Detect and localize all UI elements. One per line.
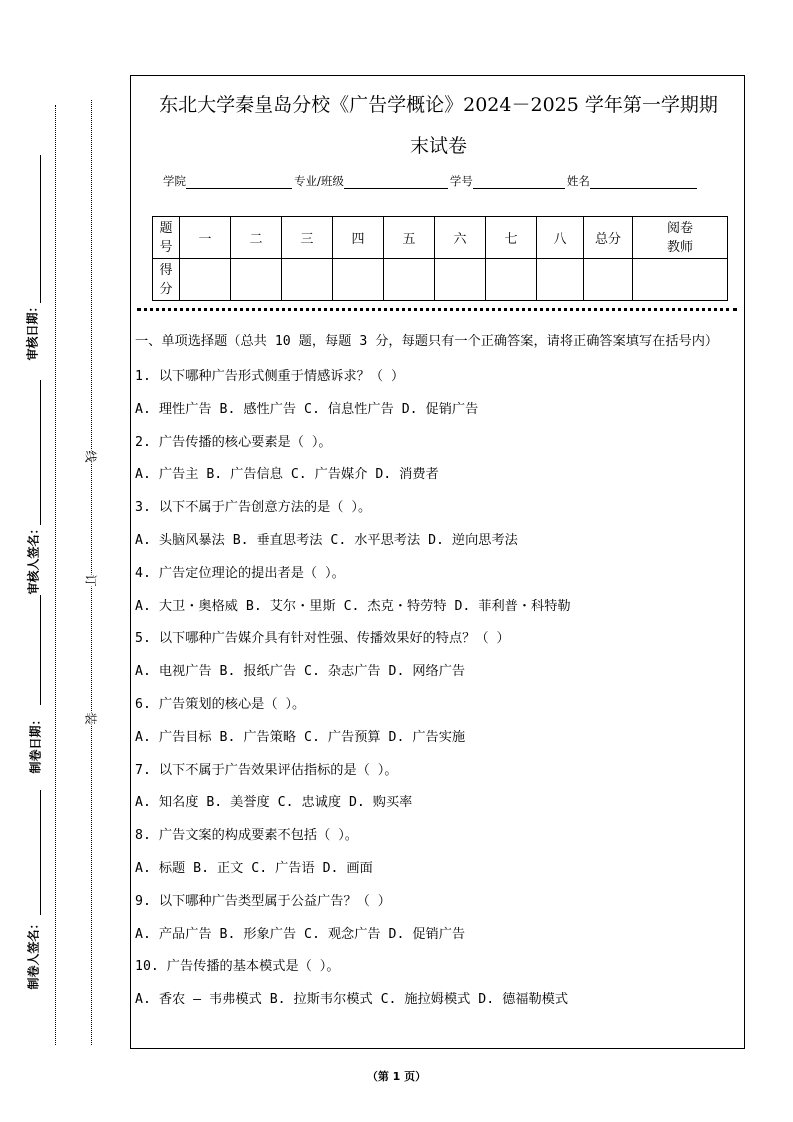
order-char: 订 [83,574,98,587]
question-5-options: A. 电视广告 B. 报纸广告 C. 杂志广告 D. 网络广告 [135,664,466,680]
score-cell-7[interactable] [486,259,537,301]
col-3: 三 [282,217,333,259]
question-8: 8. 广告文案的构成要素不包括（ ）。 [135,828,358,844]
maker-signature-label: 制卷人签名： [26,917,41,990]
student-id-field[interactable] [473,175,565,189]
score-table-score-row [153,259,728,301]
question-3: 3. 以下不属于广告创意方法的是（ ）。 [135,500,372,516]
question-1-options: A. 理性广告 B. 感性广告 C. 信息性广告 D. 促销广告 [135,401,479,417]
line-char: 线 [83,450,98,463]
binding-dotted-line [91,100,92,1045]
question-9-options: A. 产品广告 B. 形象广告 C. 观念广告 D. 促销广告 [135,926,466,942]
name-label: 姓名 [566,174,590,188]
section-divider [137,308,737,311]
col-6: 六 [435,217,486,259]
question-8-options: A. 标题 B. 正文 C. 广告语 D. 画面 [135,860,373,876]
college-field[interactable] [186,175,292,189]
question-3-options: A. 头脑风暴法 B. 垂直思考法 C. 水平思考法 D. 逆向思考法 [135,532,518,548]
score-table-header-row [153,217,728,259]
question-9: 9. 以下哪种广告类型属于公益广告？（ ） [135,893,391,909]
question-10-options: A. 香农 – 韦弗模式 B. 拉斯韦尔模式 C. 施拉姆模式 D. 德福勒模式 [135,992,569,1008]
score-cell-5[interactable] [384,259,435,301]
score-cell-6[interactable] [435,259,486,301]
score-cell-total[interactable] [584,259,633,301]
question-2-options: A. 广告主 B. 广告信息 C. 广告媒介 D. 消费者 [135,467,439,483]
score-cell-4[interactable] [333,259,384,301]
col-2: 二 [231,217,282,259]
question-number-header: 题 号 [153,217,180,259]
score-cell-1[interactable] [180,259,231,301]
score-table [152,216,728,301]
name-field[interactable] [590,175,697,189]
score-cell-reviewer[interactable] [633,259,728,301]
reviewer-signature-line [40,380,41,525]
col-total: 总分 [584,217,633,259]
maker-date-line [40,595,41,705]
left-dotted-line [55,105,56,1045]
maker-signature-line [40,790,41,915]
col-4: 四 [333,217,384,259]
question-5: 5. 以下哪种广告媒介具有针对性强、传播效果好的特点？（ ） [135,631,510,647]
col-5: 五 [384,217,435,259]
col-8: 八 [537,217,584,259]
question-6-options: A. 广告目标 B. 广告策略 C. 广告预算 D. 广告实施 [135,729,466,745]
major-class-label: 专业/班级 [294,174,344,188]
major-class-field[interactable] [344,175,448,189]
section-1-heading: 一、单项选择题（总共 10 题，每题 3 分，每题只有一个正确答案，请将正确答案填写在括号内） [135,334,719,349]
college-label: 学院 [163,174,186,188]
score-cell-8[interactable] [537,259,584,301]
student-info [163,173,699,189]
student-id-label: 学号 [449,174,473,188]
bind-char: 装 [83,712,98,725]
reviewer-date-label: 审核日期： [25,300,40,361]
exam-frame [130,75,745,1049]
score-cell-3[interactable] [282,259,333,301]
question-10: 10. 广告传播的基本模式是（ ）。 [135,959,340,975]
reviewer-date-line [40,155,41,303]
section-1 [135,331,739,1017]
question-4-options: A. 大卫・奥格威 B. 艾尔・里斯 C. 杰克・特劳特 D. 菲利普・科特勒 [135,598,571,614]
question-4: 4. 广告定位理论的提出者是（ ）。 [135,565,345,581]
question-7: 7. 以下不属于广告效果评估指标的是（ ）。 [135,762,398,778]
question-6: 6. 广告策划的核心是（ ）。 [135,696,306,712]
question-2: 2. 广告传播的核心要素是（ ）。 [135,434,332,450]
col-7: 七 [486,217,537,259]
score-header: 得 分 [153,259,180,301]
reviewer-signature-label: 审核人签名： [26,522,41,595]
col-reviewer: 阅卷 教师 [633,217,728,259]
question-7-options: A. 知名度 B. 美誉度 C. 忠诚度 D. 购买率 [135,795,413,811]
exam-title-line2: 末试卷 [409,135,467,157]
col-1: 一 [180,217,231,259]
maker-date-label: 制卷日期： [28,713,43,774]
score-cell-2[interactable] [231,259,282,301]
question-1: 1. 以下哪种广告形式侧重于情感诉求？（ ） [135,369,405,384]
exam-title-line1: 东北大学秦皇岛分校《广告学概论》2024－2025 学年第一学期期 [159,94,718,116]
page-number: （第 1 页） [366,1070,427,1083]
